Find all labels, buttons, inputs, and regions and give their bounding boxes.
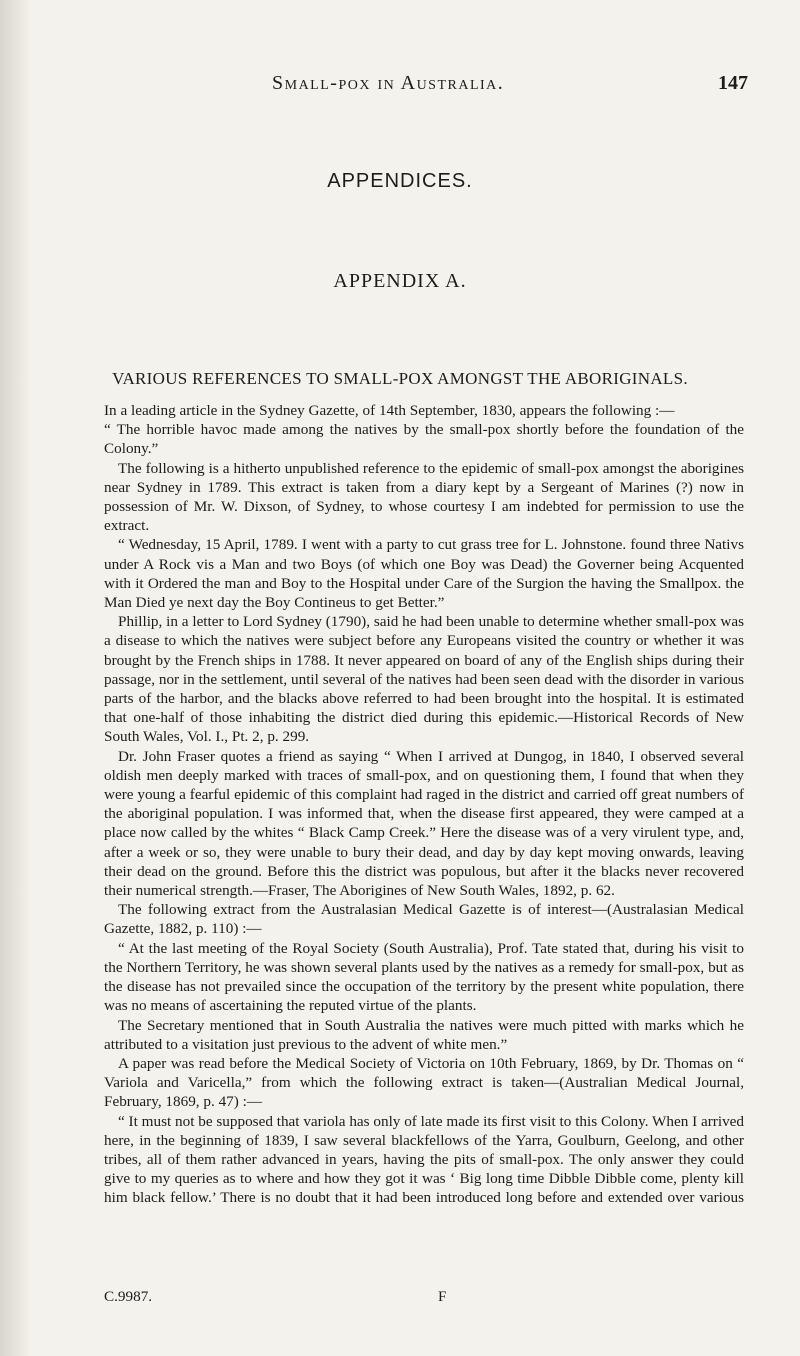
heading-appendix-a: APPENDIX A.: [333, 270, 467, 292]
paragraph: The following is a hitherto unpublished reference to the epidemic of small-pox amongst the aborigines near Sydney in 1789. This extract is taken from a diary kept by a Sergeant of Marines (?) now in possession of Mr. W. Dixson, of Sydney, to whose courtesy I am indebted for permission to use the extract.: [104, 459, 744, 535]
page-number: 147: [718, 72, 748, 94]
running-head: [0, 72, 800, 96]
paragraph: “ It must not be supposed that variola has only of late made its first visit to this Colony. When I arrived here, in the beginning of 1839, I saw several blackfellows of the Yarra, Goulburn, Geelong, and other tribes, all of them rather advanced in years, having the pits of small-pox. The only answer they could give to my queries as to where and how they got it was ‘ Big long time Dibble Dibble come, plenty kill him black fellow.’ There is no doubt that it had been introduced long before and extended over various: [104, 1112, 744, 1207]
paragraph: In a leading article in the Sydney Gazette, of 14th September, 1830, appears the following :—: [104, 402, 675, 419]
body-text: [104, 401, 744, 1208]
page-gutter-shadow: [0, 0, 32, 1356]
heading-appendices: APPENDICES.: [327, 170, 473, 192]
paragraph: “ The horrible havoc made among the natives by the small-pox shortly before the foundation of the Colony.”: [104, 421, 744, 458]
section-heading: VARIOUS REFERENCES TO SMALL-POX AMONGST THE ABORIGINALS.: [112, 369, 688, 388]
paragraph: “ Wednesday, 15 April, 1789. I went with a party to cut grass tree for L. Johnstone. found three Nativs under A Rock vis a Man and two Boys (of which one Boy was Dead) the Governer being Acquented with it Ordered the man and Boy to the Hospital under Care of the Surgion the having the Smallpox. the Man Died ye next day the Boy Contineus to get Better.”: [104, 536, 744, 612]
signature-mark: F: [438, 1288, 447, 1305]
running-title: Small-pox in Australia.: [272, 72, 505, 94]
paragraph: The following extract from the Australasian Medical Gazette is of interest—(Australasian Medical Gazette, 1882, p. 110) :—: [104, 901, 744, 938]
paragraph: A paper was read before the Medical Society of Victoria on 10th February, 1869, by Dr. Thomas on “ Variola and Varicella,” from which the following extract is taken—(Australian Medical Journal, February, 1869, p. 47) :—: [104, 1054, 744, 1111]
printer-code: C.9987.: [104, 1288, 153, 1305]
page-footer: [104, 1288, 744, 1308]
paragraph: “ At the last meeting of the Royal Society (South Australia), Prof. Tate stated that, during his visit to the Northern Territory, he was shown several plants used by the natives as a remedy for small-pox, but as the disease has not prevailed since the occupation of the territory by the present white population, there was no means of ascertaining the reputed virtue of the plants.: [104, 939, 744, 1015]
paragraph: The Secretary mentioned that in South Australia the natives were much pitted with marks which he attributed to a visitation just previous to the advent of white men.”: [104, 1016, 744, 1053]
paragraph: Dr. John Fraser quotes a friend as saying “ When I arrived at Dungog, in 1840, I observed several oldish men deeply marked with traces of small-pox, and on questioning them, I found that when they were young a fearful epidemic of this complaint had raged in the district and carried off great numbers of the aboriginal population. I was informed that, when the disease first appeared, they were camped at a place now called by the whites “ Black Camp Creek.” Here the disease was of a very virulent type, and, after a week or so, they were unable to bury their dead, and day by day kept moving onwards, leaving their dead on the ground. Before this the district was populous, but after it the blacks never recovered their numerical strength.—Fraser, The Aborigines of New South Wales, 1892, p. 62.: [104, 747, 744, 900]
paragraph: Phillip, in a letter to Lord Sydney (1790), said he had been unable to determine whether small-pox was a disease to which the natives were subject before any Europeans visited the country or whether it was brought by the French ships in 1788. It never appeared on board of any of the English ships during their passage, nor in the settlement, until several of the natives had been seen dead with the disorder in various parts of the harbor, and the blacks above referred to had been brought into the hospital. It is estimated that one-half of those inhabiting the district died during this epidemic.—Historical Records of New South Wales, Vol. I., Pt. 2, p. 299.: [104, 613, 744, 746]
